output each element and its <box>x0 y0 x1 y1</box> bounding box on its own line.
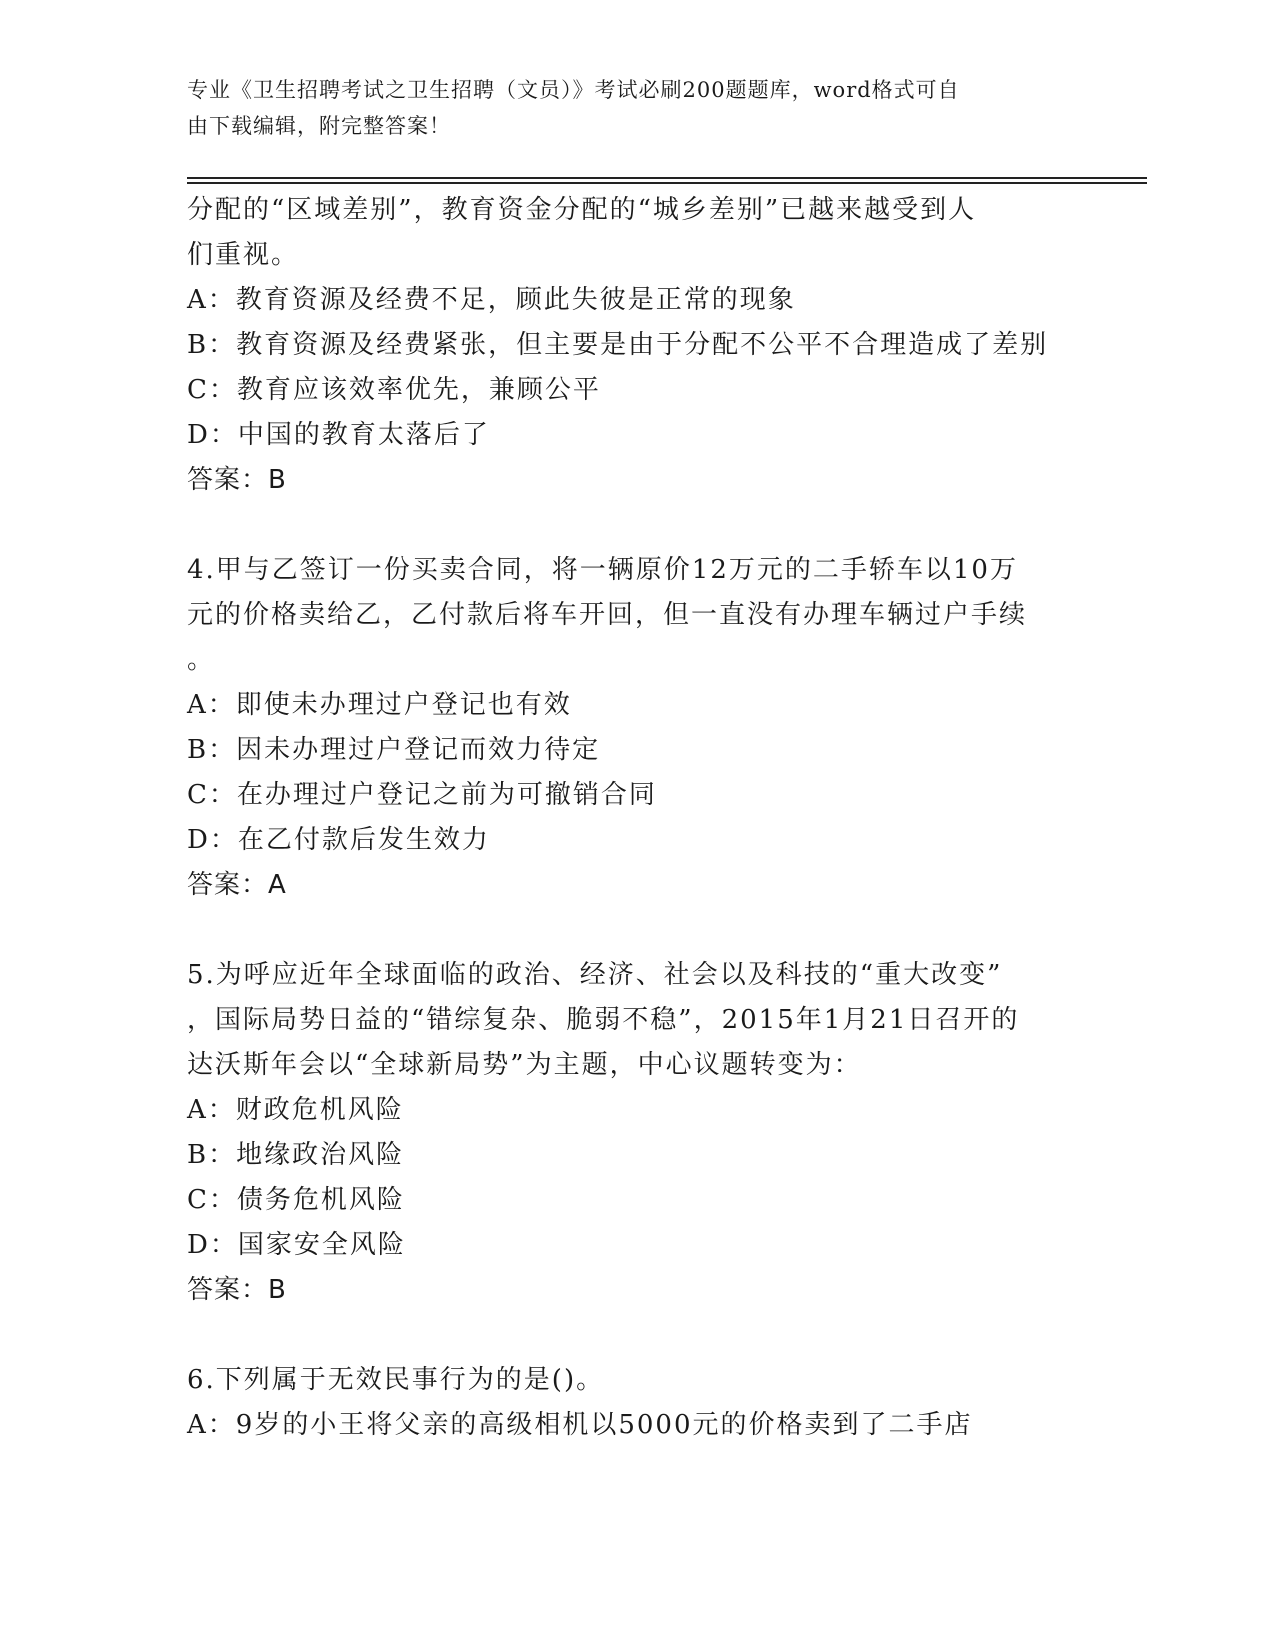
question-stem-line: ，国际局势日益的“错综复杂、脆弱不稳”，2015年1月21日召开的 <box>187 1005 1020 1035</box>
question-stem-line: 5.为呼应近年全球面临的政治、经济、社会以及科技的“重大改变” <box>187 960 1003 990</box>
question-stem-line: 达沃斯年会以“全球新局势”为主题，中心议题转变为： <box>187 1050 862 1080</box>
header-divider-bottom <box>187 182 1147 184</box>
header-line-1: 专业《卫生招聘考试之卫生招聘（文员）》考试必刷200题题库，word格式可自 <box>187 78 960 102</box>
option-c: C：债务危机风险 <box>187 1185 405 1215</box>
option-a: A：财政危机风险 <box>187 1095 404 1125</box>
question-block-5 <box>187 953 1087 1313</box>
option-b: B：因未办理过户登记而效力待定 <box>187 735 601 765</box>
option-d: D：在乙付款后发生效力 <box>187 825 490 855</box>
question-stem-line: 元的价格卖给乙，乙付款后将车开回，但一直没有办理车辆过户手续 <box>187 600 1028 630</box>
answer-line: 答案：B <box>187 465 287 495</box>
header-line-2: 由下载编辑，附完整答案！ <box>187 114 451 138</box>
document-header <box>187 72 1067 144</box>
option-a: A：教育资源及经费不足，顾此失彼是正常的现象 <box>187 285 796 315</box>
answer-line: 答案：A <box>187 870 287 900</box>
question-stem-line: 6.下列属于无效民事行为的是()。 <box>187 1365 605 1395</box>
option-c: C：教育应该效率优先，兼顾公平 <box>187 375 601 405</box>
question-block-4 <box>187 548 1087 908</box>
option-b: B：地缘政治风险 <box>187 1140 405 1170</box>
question-list <box>187 188 1087 1448</box>
option-a: A：即使未办理过户登记也有效 <box>187 690 572 720</box>
option-d: D：国家安全风险 <box>187 1230 406 1260</box>
answer-line: 答案：B <box>187 1275 287 1305</box>
question-stem-line: 4.甲与乙签订一份买卖合同，将一辆原价12万元的二手轿车以10万 <box>187 555 1018 585</box>
option-c: C：在办理过户登记之前为可撤销合同 <box>187 780 657 810</box>
question-block-6 <box>187 1358 1087 1448</box>
option-d: D：中国的教育太落后了 <box>187 420 490 450</box>
header-divider-top <box>187 177 1147 179</box>
question-stem-line: 。 <box>187 645 216 675</box>
question-stem-line: 们重视。 <box>187 240 300 270</box>
option-b: B：教育资源及经费紧张，但主要是由于分配不公平不合理造成了差别 <box>187 330 1049 360</box>
option-a: A：9岁的小王将父亲的高级相机以5000元的价格卖到了二手店 <box>187 1410 973 1440</box>
question-block-3 <box>187 188 1087 503</box>
question-stem-line: 分配的“区域差别”，教育资金分配的“城乡差别”已越来越受到人 <box>187 195 977 225</box>
